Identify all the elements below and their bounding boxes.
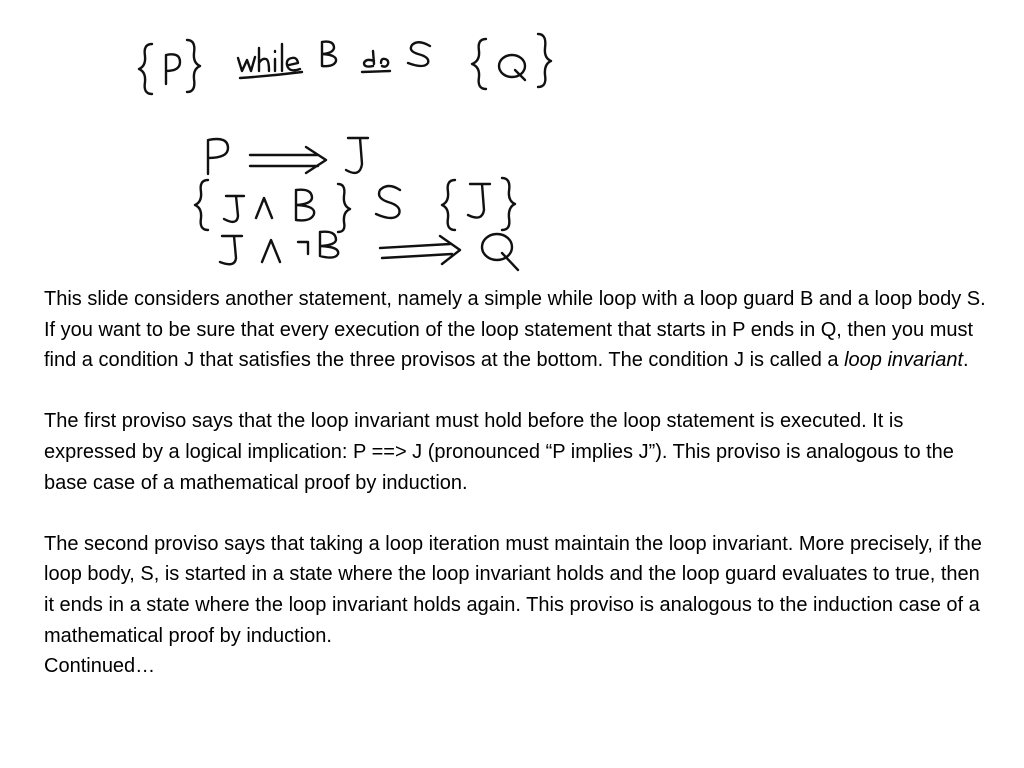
intro-end: . (963, 349, 969, 372)
precondition-P (139, 40, 200, 94)
postcondition-Q (472, 34, 551, 89)
intro-text: This slide considers another statement, namely a simple while loop with a loop guard B and a loop body S. If you want to be sure that every execution of the loop statement that starts in P ends in Q, then you must find a condition J that satisfies the three provisos at the bottom. The condition J is called a (44, 288, 986, 372)
paragraph-first-proviso: The first proviso says that the loop invariant must hold before the loop statement is executed. It is expressed by a logical implication: P ==> J (pronounced “P implies J”). This proviso is analogous to the base case of a mathematical proof by induction. (44, 410, 954, 494)
body-S (408, 42, 430, 66)
paragraph-intro (44, 284, 994, 376)
do-keyword (362, 51, 390, 72)
proviso-3 (220, 232, 518, 270)
proviso-1 (208, 138, 368, 174)
proviso-2 (195, 178, 515, 232)
paragraph-second-proviso: The second proviso says that taking a loop iteration must maintain the loop invariant. More precisely, if the loop body, S, is started in a state where the loop invariant holds and the loop guard evaluates to true, then it ends in a state where the loop invariant holds again. This proviso is analogous to the induction case of a mathematical proof by induction. (44, 532, 982, 647)
speaker-notes (44, 284, 994, 682)
loop-invariant-term: loop invariant (844, 349, 964, 372)
spacer (44, 498, 994, 529)
guard-B (322, 42, 336, 67)
spacer (44, 376, 994, 407)
hoare-triple-while (139, 34, 551, 94)
continued-label: Continued… (44, 655, 156, 678)
handwritten-hoare-rule (0, 0, 1024, 280)
while-keyword (238, 44, 302, 78)
